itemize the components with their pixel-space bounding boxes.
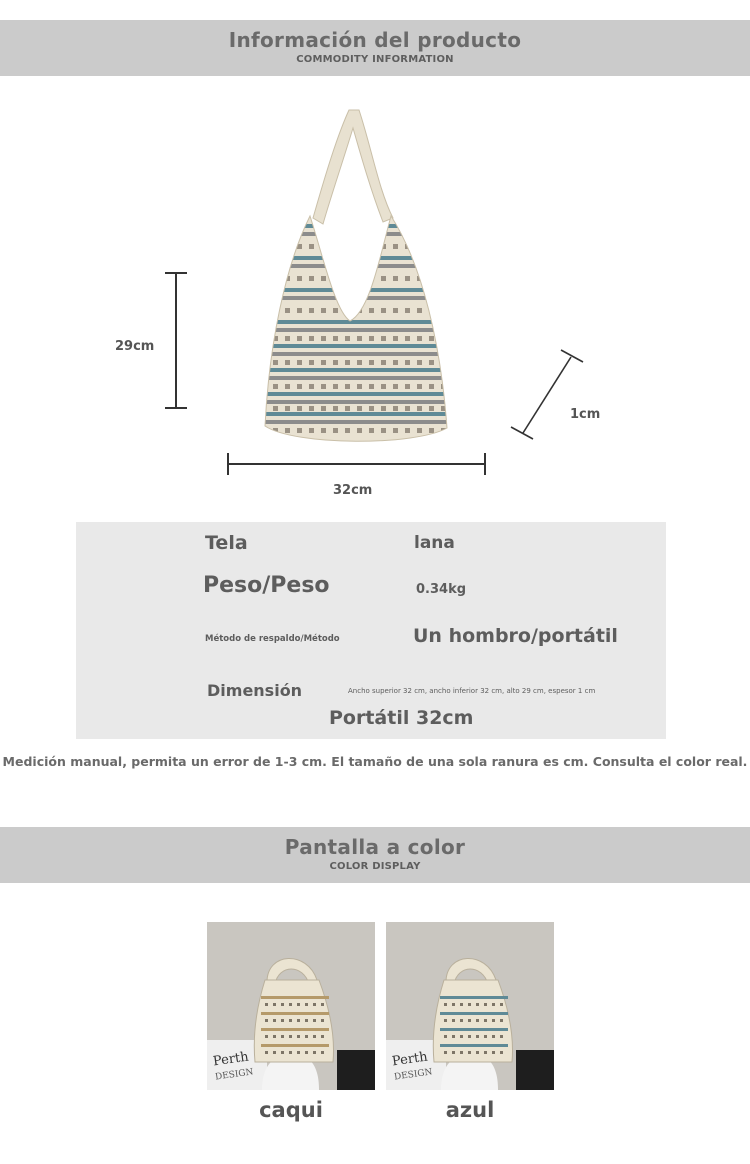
mini-bag-hole [484, 1019, 487, 1022]
bag-openwork-hole [345, 336, 350, 341]
bag-openwork-hole [321, 244, 326, 249]
mini-bag-hole [313, 1003, 316, 1006]
bag-openwork-hole [297, 384, 302, 389]
bag-openwork-hole [321, 406, 326, 411]
mini-bag-hole [500, 1003, 503, 1006]
mini-bag-hole [289, 1035, 292, 1038]
height-dimension-line [175, 273, 177, 408]
bag-openwork-hole [393, 276, 398, 281]
mini-bag-hole [265, 1003, 268, 1006]
bag-openwork-hole [441, 308, 446, 313]
width-dimension-cap-left [227, 453, 229, 475]
bag-openwork-hole [429, 360, 434, 365]
width-dimension-cap-right [484, 453, 486, 475]
bag-openwork-hole [345, 244, 350, 249]
width-dimension-line [228, 463, 485, 465]
bag-stripe [255, 376, 455, 380]
bag-openwork-hole [381, 308, 386, 313]
mini-bag-hole [444, 1003, 447, 1006]
mini-bag-hole [484, 1035, 487, 1038]
bag-stripe [255, 328, 455, 332]
mini-bag-hole [313, 1019, 316, 1022]
bag-openwork-hole [261, 244, 266, 249]
color-display-title: Pantalla a color [284, 835, 466, 859]
bag-openwork-hole [261, 336, 266, 341]
bag-openwork-hole [405, 406, 410, 411]
bag-openwork-hole [261, 406, 266, 411]
bag-openwork-hole [261, 428, 266, 433]
mini-bag-hole [297, 1051, 300, 1054]
bag-openwork-hole [417, 406, 422, 411]
mini-bag-hole [476, 1019, 479, 1022]
mini-bag-hole [297, 1035, 300, 1038]
color-swatch-khaki[interactable] [207, 922, 375, 1090]
weight-label: Peso/Peso [203, 573, 330, 598]
bag-openwork-hole [393, 360, 398, 365]
bag-openwork-hole [285, 336, 290, 341]
color-label-blue: azul [445, 1098, 495, 1122]
mini-bag-hole [492, 1019, 495, 1022]
bag-openwork-hole [345, 384, 350, 389]
bag-openwork-hole [417, 244, 422, 249]
bag-openwork-hole [453, 406, 455, 411]
bag-openwork-hole [345, 428, 350, 433]
bag-openwork-hole [393, 244, 398, 249]
thickness-dimension-line [505, 345, 590, 445]
mini-bag-hole [273, 1051, 276, 1054]
bag-openwork-hole [381, 384, 386, 389]
bag-openwork-hole [405, 384, 410, 389]
bag-openwork-hole [285, 384, 290, 389]
mini-bag-hole [281, 1019, 284, 1022]
bag-openwork-hole [405, 360, 410, 365]
bag-openwork-hole [417, 336, 422, 341]
crochet-bag-illustration [255, 106, 455, 451]
color-swatch-blue[interactable] [386, 922, 554, 1090]
mini-bag-hole [273, 1003, 276, 1006]
bag-openwork-hole [333, 336, 338, 341]
bag-openwork-hole [369, 360, 374, 365]
mini-bag-hole [305, 1035, 308, 1038]
mini-bag-hole [484, 1003, 487, 1006]
bag-openwork-hole [309, 406, 314, 411]
dimension-detail: Ancho superior 32 cm, ancho inferior 32 cm, alto 29 cm, espesor 1 cm [348, 687, 596, 695]
bag-openwork-hole [369, 308, 374, 313]
mini-bag-hole [460, 1035, 463, 1038]
bag-openwork-hole [369, 428, 374, 433]
bag-openwork-hole [333, 276, 338, 281]
bag-openwork-hole [297, 360, 302, 365]
bag-openwork-hole [333, 360, 338, 365]
bag-openwork-hole [405, 276, 410, 281]
book-title-khaki: Perth [212, 1049, 250, 1070]
mini-bag-stripe [440, 996, 508, 999]
dimension-value: Portátil 32cm [329, 707, 474, 729]
bag-openwork-hole [453, 244, 455, 249]
mini-bag-hole [265, 1019, 268, 1022]
mini-bag-hole [297, 1003, 300, 1006]
bag-openwork-hole [321, 336, 326, 341]
mini-bag-hole [460, 1003, 463, 1006]
mini-bag-hole [321, 1019, 324, 1022]
bag-openwork-hole [345, 360, 350, 365]
bag-openwork-hole [441, 244, 446, 249]
bag-openwork-hole [261, 360, 266, 365]
bag-openwork-hole [273, 244, 278, 249]
mini-bag-hole [281, 1051, 284, 1054]
bag-openwork-hole [453, 308, 455, 313]
mini-bag-hole [321, 1051, 324, 1054]
color-display-banner [0, 827, 750, 883]
bag-openwork-hole [309, 244, 314, 249]
bag-openwork-hole [381, 406, 386, 411]
bag-openwork-hole [429, 336, 434, 341]
bag-stripe [255, 344, 455, 348]
mini-bag-hole [273, 1035, 276, 1038]
mini-bag-hole [265, 1051, 268, 1054]
color-label-khaki: caqui [259, 1098, 323, 1122]
bag-openwork-hole [297, 336, 302, 341]
bag-openwork-hole [429, 244, 434, 249]
mini-bag-hole [500, 1051, 503, 1054]
bag-openwork-hole [381, 336, 386, 341]
bag-openwork-hole [453, 360, 455, 365]
mini-bag-hole [452, 1035, 455, 1038]
color-display-subtitle: COLOR DISPLAY [329, 861, 421, 872]
mini-bag-hole [500, 1019, 503, 1022]
bag-openwork-hole [297, 276, 302, 281]
height-dimension-cap-bottom [165, 407, 187, 409]
bag-openwork-hole [345, 276, 350, 281]
bag-openwork-hole [273, 384, 278, 389]
mini-bag-hole [452, 1003, 455, 1006]
mini-bag-stripe [261, 1044, 329, 1047]
mini-bag-hole [468, 1019, 471, 1022]
bag-openwork-hole [429, 428, 434, 433]
mini-bag-stripe [440, 1044, 508, 1047]
mini-bag-hole [492, 1003, 495, 1006]
mini-bag-hole [313, 1051, 316, 1054]
bag-stripe [255, 412, 455, 416]
bag-openwork-hole [345, 308, 350, 313]
bag-openwork-hole [309, 428, 314, 433]
method-value: Un hombro/portátil [413, 625, 618, 647]
bag-stripe [255, 420, 455, 424]
bag-openwork-hole [285, 406, 290, 411]
bag-openwork-hole [333, 384, 338, 389]
mini-bag-stripe [440, 1028, 508, 1031]
height-dimension-label: 29cm [115, 339, 155, 354]
bag-openwork-hole [393, 406, 398, 411]
bag-openwork-hole [357, 406, 362, 411]
bag-openwork-hole [309, 360, 314, 365]
mini-bag-stripe [261, 1028, 329, 1031]
mini-bag-hole [468, 1051, 471, 1054]
mini-bag-hole [476, 1035, 479, 1038]
bag-openwork-hole [393, 428, 398, 433]
bag-stripe [255, 288, 455, 292]
bag-openwork-hole [297, 428, 302, 433]
mini-bag-hole [297, 1019, 300, 1022]
fabric-label: Tela [205, 532, 248, 554]
mini-bag-hole [492, 1035, 495, 1038]
mini-bag-hole [444, 1019, 447, 1022]
mini-bag-hole [321, 1035, 324, 1038]
bag-openwork-hole [441, 360, 446, 365]
bag-openwork-hole [309, 384, 314, 389]
mini-bag-hole [289, 1003, 292, 1006]
bag-openwork-hole [429, 406, 434, 411]
mini-bag-hole [305, 1003, 308, 1006]
bag-openwork-hole [381, 360, 386, 365]
bag-openwork-hole [429, 384, 434, 389]
bag-openwork-hole [369, 336, 374, 341]
bag-openwork-hole [285, 244, 290, 249]
mini-bag-stripe [261, 1012, 329, 1015]
bag-openwork-hole [297, 308, 302, 313]
bag-openwork-hole [273, 406, 278, 411]
bag-openwork-hole [393, 336, 398, 341]
bag-openwork-hole [393, 384, 398, 389]
bag-openwork-hole [405, 308, 410, 313]
mini-bag-hole [444, 1051, 447, 1054]
bag-openwork-hole [285, 308, 290, 313]
bag-openwork-hole [309, 276, 314, 281]
bag-openwork-hole [273, 308, 278, 313]
book-subtitle-khaki: DESIGN [214, 1067, 255, 1083]
bag-openwork-hole [441, 276, 446, 281]
mini-bag-hole [484, 1051, 487, 1054]
product-info-subtitle: COMMODITY INFORMATION [296, 54, 454, 65]
mini-bag-hole [281, 1003, 284, 1006]
bag-openwork-hole [285, 428, 290, 433]
mini-bag-hole [289, 1051, 292, 1054]
mini-bag-hole [305, 1051, 308, 1054]
mini-bag-hole [313, 1035, 316, 1038]
mini-bag-hole [476, 1003, 479, 1006]
measurement-note: Medición manual, permita un error de 1-3 cm. El tamaño de una sola ranura es cm. Consulta el color real. [2, 754, 748, 769]
product-info-banner [0, 20, 750, 76]
mini-bag-hole [492, 1051, 495, 1054]
bag-openwork-hole [369, 406, 374, 411]
bag-openwork-hole [321, 308, 326, 313]
bag-openwork-hole [333, 428, 338, 433]
bag-openwork-hole [357, 428, 362, 433]
bag-openwork-hole [345, 406, 350, 411]
bag-openwork-hole [333, 308, 338, 313]
bag-openwork-hole [393, 308, 398, 313]
bag-openwork-hole [273, 276, 278, 281]
bag-stripe [255, 320, 455, 324]
mini-bag-hole [265, 1035, 268, 1038]
bag-openwork-hole [321, 428, 326, 433]
bag-openwork-hole [321, 276, 326, 281]
bag-openwork-hole [405, 428, 410, 433]
mini-bag-hole [281, 1035, 284, 1038]
height-dimension-cap-top [165, 272, 187, 274]
bag-openwork-hole [261, 384, 266, 389]
bag-openwork-hole [417, 428, 422, 433]
mini-bag-hole [468, 1035, 471, 1038]
mini-bag-stripe [261, 996, 329, 999]
bag-openwork-hole [297, 406, 302, 411]
spec-table [76, 522, 666, 739]
bag-openwork-hole [357, 360, 362, 365]
mini-bag-hole [444, 1035, 447, 1038]
mini-bag-hole [305, 1019, 308, 1022]
bag-openwork-hole [309, 336, 314, 341]
bag-openwork-hole [453, 336, 455, 341]
bag-openwork-hole [429, 276, 434, 281]
bag-stripe [255, 232, 455, 236]
bag-stripe [255, 392, 455, 396]
width-dimension-label: 32cm [333, 483, 373, 498]
bag-openwork-hole [453, 384, 455, 389]
bag-openwork-hole [357, 276, 362, 281]
bag-openwork-hole [309, 308, 314, 313]
bag-openwork-hole [381, 428, 386, 433]
bag-openwork-hole [261, 276, 266, 281]
bag-openwork-hole [333, 244, 338, 249]
bag-openwork-hole [321, 384, 326, 389]
mini-bag-hole [289, 1019, 292, 1022]
mini-bag-hole [452, 1051, 455, 1054]
bag-stripe [255, 224, 455, 228]
bag-stripe [255, 264, 455, 268]
bag-openwork-hole [357, 384, 362, 389]
bag-openwork-hole [357, 336, 362, 341]
mini-bag-hole [452, 1019, 455, 1022]
dimension-label: Dimensión [207, 681, 303, 700]
bag-openwork-hole [285, 360, 290, 365]
bag-stripe [255, 400, 455, 404]
bag-openwork-hole [453, 428, 455, 433]
mini-bag-hole [273, 1019, 276, 1022]
book-subtitle-blue: DESIGN [393, 1067, 434, 1083]
mini-bag-hole [460, 1051, 463, 1054]
bag-openwork-hole [381, 276, 386, 281]
bag-product-image [255, 106, 455, 451]
bag-openwork-hole [369, 244, 374, 249]
bag-openwork-hole [417, 360, 422, 365]
method-label: Método de respaldo/Método [205, 634, 340, 644]
bag-openwork-hole [453, 276, 455, 281]
weight-value: 0.34kg [416, 582, 467, 597]
mini-bag-hole [476, 1051, 479, 1054]
mini-bag-hole [460, 1019, 463, 1022]
fabric-value: lana [414, 533, 455, 553]
bag-openwork-hole [405, 336, 410, 341]
bag-openwork-hole [321, 360, 326, 365]
bag-openwork-hole [261, 308, 266, 313]
bag-openwork-hole [441, 336, 446, 341]
bag-stripe [255, 368, 455, 372]
mini-bag-hole [500, 1035, 503, 1038]
book-title-blue: Perth [391, 1049, 429, 1070]
thickness-dimension-label: 1cm [570, 407, 601, 422]
mini-bag-hole [321, 1003, 324, 1006]
bag-openwork-hole [417, 308, 422, 313]
bag-openwork-hole [273, 360, 278, 365]
product-info-title: Información del producto [228, 28, 522, 52]
bag-openwork-hole [357, 244, 362, 249]
bag-openwork-hole [369, 384, 374, 389]
bag-stripe [255, 352, 455, 356]
bag-openwork-hole [333, 406, 338, 411]
mini-bag-stripe [440, 1012, 508, 1015]
bag-openwork-hole [417, 384, 422, 389]
mini-bag-hole [468, 1003, 471, 1006]
bag-stripe [255, 256, 455, 260]
